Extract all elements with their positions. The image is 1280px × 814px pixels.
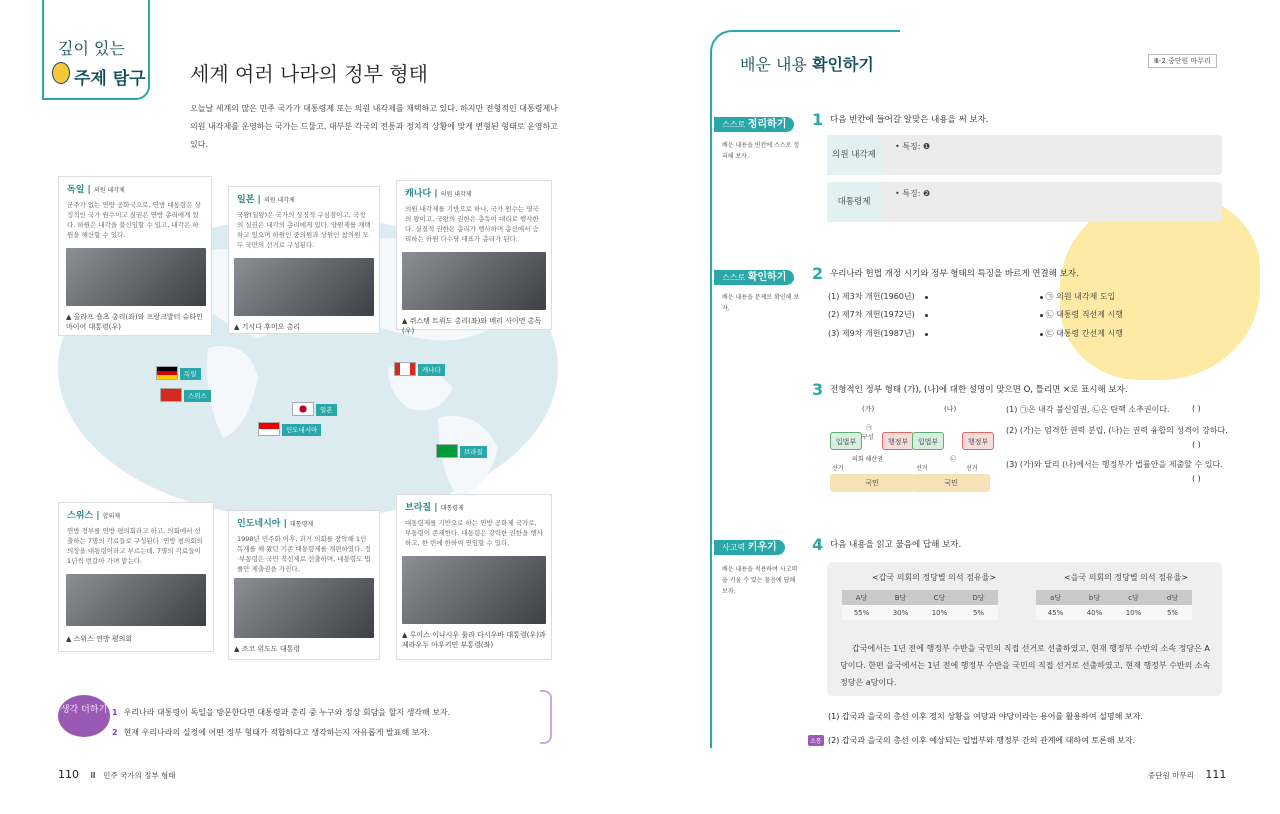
germany-text: 군주가 없는 연방 공화국으로, 연방 대통령은 상징적인 국가 원수이고 실권은 연방 총리에게 있다. 하원은 내각을 불신임할 수 있고, 내각은 하원을 해산할 수 있다. (67, 201, 201, 239)
q2-number: 2 (812, 264, 824, 283)
q4-sub-2: (2) 갑국과 을국의 총선 이후 예상되는 입법부와 행정부 간의 관계에 대하여 토론해 보자. (828, 736, 1136, 745)
section-footer-label: 중단원 마무리 (1148, 771, 1194, 780)
intro-paragraph: 오늘날 세계의 많은 민주 국가가 대통령제 또는 의원 내각제를 채택하고 있다. 하지만 전형적인 대통령제나 의원 내각제를 운영하는 국가는 드물고, 대부분 각국의 전통과 정치적 상황에 맞게 변형된 형태로 운영하고 있다. (190, 104, 558, 149)
na-executive: 행정부 (962, 432, 994, 450)
unit-roman: Ⅲ (90, 771, 96, 780)
left-footer (58, 768, 176, 781)
germany-caption: ▲ 올라프 숄츠 총리(좌)와 프랑크발터 슈타인마이어 대통령(우) (66, 313, 203, 331)
q2-text: 우리나라 헌법 개정 시기와 정부 형태의 특징을 바르게 연결해 보자. (830, 269, 1079, 279)
q3-answer-1[interactable]: ( ) (1192, 404, 1201, 413)
q3-answer-2[interactable]: ( ) (1192, 440, 1201, 449)
switzerland-flag-icon (160, 388, 182, 402)
switzerland-name: 스위스 (67, 511, 94, 521)
japan-card: 일본 | 의원 내각제 국왕(일왕)은 국가의 상징적 구심점이고, 국정의 실권은 내각의 총리에게 있다. 양원제를 채택하고 있으며 하원인 중의원과 상원인 참의원 모두 국민의 선거로 구성된다. (228, 186, 380, 334)
right-footer (1148, 768, 1226, 781)
brazil-type: 대통령제 (440, 505, 464, 512)
canada-flag-icon (394, 362, 416, 376)
na-elect-label-2: 선거 (966, 465, 978, 472)
brazil-name: 브라질 (405, 503, 432, 513)
q3-item-1: (1) ㉠은 내각 불신임권, ㉡은 탄핵 소추권이다. (1006, 405, 1170, 414)
note-self-check: 배운 내용을 문제로 확인해 보자. (722, 294, 800, 312)
q4-text: 다음 내용을 읽고 물음에 답해 보자. (830, 540, 962, 550)
q1-row-1-label: 의원 내각제 (827, 135, 881, 175)
japan-flag-icon (292, 402, 314, 416)
pill-thinking: 사고력 키우기 (714, 540, 785, 555)
map-label-germany: 독일 (180, 368, 201, 380)
q2-left-3: (3) 제9차 개헌(1987년) (828, 328, 928, 339)
think-more-list (112, 703, 450, 743)
japan-name: 일본 (237, 195, 255, 205)
left-rule (710, 78, 712, 748)
q1-row-2 (827, 182, 1222, 222)
germany-type: 의원 내각제 (93, 187, 125, 194)
q3-answer-3[interactable]: ( ) (1192, 474, 1201, 483)
na-legislature: 입법부 (912, 432, 944, 450)
chapter-title: 민주 국가의 정부 형태 (103, 771, 176, 780)
japan-photo (234, 258, 374, 316)
lightbulb-icon (52, 62, 70, 84)
q2-left-2: (2) 제7차 개헌(1972년) (828, 309, 928, 320)
indonesia-card: 인도네시아 | 대통령제 1998년 민주화 이후, 과거 의회를 장악해 1인 독재를 해 왔던 기존 대통령제를 개편하였다. 정·부통령은 국민 직선제로 선출하며, 대통령도 법률안 제출권을 가진다. (228, 510, 380, 660)
tab-label-top: 깊이 있는 (58, 39, 125, 58)
q1-row-2-label: 대통령제 (827, 182, 881, 222)
q4-sub-1: (1) 갑국과 을국의 총선 이후 정치 상황을 여당과 야당이라는 용어를 활용하여 설명해 보자. (828, 712, 1143, 721)
germany-name: 독일 (67, 185, 85, 195)
ga-circle-1: ㉠ (866, 425, 873, 432)
ga-executive: 행정부 (882, 432, 914, 450)
q3-text: 전형적인 정부 형태 (가), (나)에 대한 설명이 맞으면 O, 틀리면 ×로 표시해 보자. (830, 385, 1128, 395)
ga-elect-label: 선거 (832, 465, 844, 472)
bracket-decoration (540, 690, 552, 744)
right-page-number: 111 (1205, 768, 1227, 781)
q4-number: 4 (812, 535, 824, 554)
review-title: 배운 내용 확인하기 (740, 55, 874, 74)
q3-item-3: (3) (가)와 달리 (나)에서는 행정부가 법률안을 제출할 수 있다. (1006, 460, 1223, 469)
switzerland-photo (66, 574, 206, 626)
diagram-label-ga: (가) (862, 405, 875, 413)
q1-number: 1 (812, 110, 824, 129)
brazil-text: 대통령제를 기반으로 하는 연방 공화제 국가로, 부통령이 존재한다. 대통령은 강력한 권한을 행사하고, 한 번에 한하여 연임할 수 있다. (405, 519, 543, 547)
unit-tag: Ⅲ-2 중단원 마무리 (1148, 54, 1217, 68)
brazil-photo (402, 556, 546, 624)
brazil-caption: ▲ 루이스 이나시우 룰라 다시우바 대통령(우)과 제라우두 아우키민 부통령(좌) (402, 631, 546, 649)
map-label-indonesia: 인도네시아 (282, 424, 321, 436)
q2-left-1: (1) 제3차 개헌(1960년) (828, 291, 928, 302)
think-more-badge: 생각 더하기 (58, 695, 110, 737)
japan-type: 의원 내각제 (263, 197, 295, 204)
na-people: 국민 (912, 474, 990, 492)
page-title: 세계 여러 나라의 정부 형태 (190, 62, 428, 86)
map-label-switzerland: 스위스 (184, 390, 211, 402)
germany-flag-icon (156, 366, 178, 380)
brazil-card: 브라질 | 대통령제 대통령제를 기반으로 하는 연방 공화제 국가로, 부통령이 존재한다. 대통령은 강력한 권한을 행사하고, 한 번에 한하여 연임할 수 있다. (396, 494, 552, 660)
q1-row-1 (827, 135, 1222, 175)
na-circle-2: ㉡ (950, 456, 957, 463)
brazil-flag-icon (436, 444, 458, 458)
table-b: a당 b당 c당 d당 45% 40% 10% 5% (1036, 590, 1192, 620)
ga-dissolve-label: 의회 해산권 (852, 456, 883, 463)
switzerland-card: 스위스 | 합의제 연방 정부를 연방 평의회라고 하고, 의회에서 선출하는 7명의 각료들로 구성된다. 연방 평의회의 의장을 대통령이라고 부르는데, 7명의 각료들이 1년씩 번갈아 가며 맡는다. (58, 502, 214, 652)
indonesia-photo (234, 578, 374, 638)
indonesia-name: 인도네시아 (237, 519, 281, 529)
germany-photo (66, 248, 206, 306)
map-label-japan: 일본 (316, 404, 337, 416)
q3-number: 3 (812, 380, 824, 399)
na-elect-label-1: 선거 (916, 465, 928, 472)
q1-text: 다음 빈칸에 들어갈 알맞은 내용을 써 보자. (830, 115, 989, 125)
indonesia-type: 대통령제 (290, 521, 314, 528)
canada-card: 캐나다 | 의원 내각제 의원 내각제를 기반으로 하나, 국가 원수는 영국의 왕이고, 국왕의 권한은 총독이 대리로 행사한다. 실질적 권한은 총리가 행사하며 총선에서 승리하는 하원 다수당 대표가 총리가 된다. (396, 180, 552, 330)
map-label-brazil: 브라질 (460, 446, 487, 458)
canada-photo (402, 252, 546, 310)
ga-people: 국민 (830, 474, 914, 492)
q3-item-2: (2) (가)는 엄격한 권력 분립, (나)는 권력 융합의 성격이 강하다. (1006, 426, 1228, 435)
table-a: A당 B당 C당 D당 55% 30% 10% 5% (842, 590, 998, 620)
japan-caption: ▲ 기시다 후미오 총리 (234, 323, 301, 331)
germany-card: 독일 | 의원 내각제 군주가 없는 연방 공화국으로, 연방 대통령은 상징적인 국가 원수이고 실권은 연방 총리에게 있다. 하원은 내각을 불신임할 수 있고, 내각은 하원을 해산할 수 있다. (58, 176, 212, 336)
think-item-1: 1 우리나라 대통령이 독일을 방문한다면 대통령과 총리 중 누구와 정상 회담을 할지 생각해 보자. (112, 708, 451, 717)
q2-right-2: ㉡ 대통령 직선제 시행 (1040, 309, 1123, 320)
canada-name: 캐나다 (405, 189, 432, 199)
section-tab (42, 0, 150, 100)
ga-legislature: 입법부 (830, 432, 862, 450)
table-b-title: <을국 의회의 정당별 의석 점유율> (1064, 573, 1189, 582)
q4-paragraph: 갑국에서는 1년 전에 행정부 수반을 국민의 직접 선거로 선출하였고, 현재 행정부 수반의 소속 정당은 A당이다. 한편 을국에서는 1년 전에 행정부 수반을 국민의 직접 선거로 선출하였고, 현재 행정부 수반의 소속 정당은 a당이다. (840, 644, 1211, 687)
table-a-title: <갑국 의회의 정당별 의석 점유율> (872, 573, 997, 582)
q1-row-1-feature: • 특징: ❶ (895, 142, 931, 151)
q2-right-1: ㉠ 의원 내각제 도입 (1040, 291, 1115, 302)
q2-right-3: ㉢ 대통령 간선제 시행 (1040, 328, 1123, 339)
canada-text: 의원 내각제를 기반으로 하나, 국가 원수는 영국의 왕이고, 국왕의 권한은 총독이 대리로 행사한다. 실질적 권한은 총리가 행사하며 총선에서 승리하는 하원 다수당 대표가 총리가 된다. (405, 205, 539, 243)
tab-label-bottom: 주제 탐구 (74, 69, 146, 89)
indonesia-text: 1998년 민주화 이후, 과거 의회를 장악해 1인 독재를 해 왔던 기존 대통령제를 개편하였다. 정·부통령은 국민 직선제로 선출하며, 대통령도 법률안 제출권을 가진다. (237, 535, 371, 573)
switzerland-text: 연방 정부를 연방 평의회라고 하고, 의회에서 선출하는 7명의 각료들로 구성된다. 연방 평의회의 의장을 대통령이라고 부르는데, 7명의 각료들이 1년씩 번갈아 가며 맡는다. (67, 527, 203, 565)
think-item-2: 2 현재 우리나라의 실정에 어떤 정부 형태가 적합하다고 생각하는지 자유롭게 발표해 보자. (112, 728, 430, 737)
q1-row-2-feature: • 특징: ❷ (895, 189, 931, 198)
switzerland-type: 합의제 (102, 513, 121, 520)
yellow-decoration (1060, 195, 1260, 380)
left-page-number: 110 (58, 768, 79, 781)
indonesia-caption: ▲ 조코 위도도 대통령 (234, 645, 301, 653)
canada-caption: ▲ 쥐스탱 트뤼도 총리(좌)와 메리 사이먼 총독(우) (402, 317, 542, 335)
pill-self-check: 스스로 확인하기 (714, 270, 794, 285)
canada-type: 의원 내각제 (440, 191, 472, 198)
pill-self-summary: 스스로 정리하기 (714, 117, 794, 132)
note-self-summary: 배운 내용을 빈칸에 스스로 정리해 보자. (722, 142, 800, 160)
diagram-label-na: (나) (944, 405, 957, 413)
japan-text: 국왕(일왕)은 국가의 상징적 구심점이고, 국정의 실권은 내각의 총리에게 있다. 양원제를 채택하고 있으며 하원인 중의원과 상원인 참의원 모두 국민의 선거로 구성된다. (237, 211, 371, 249)
communication-tag: 소통 (808, 735, 824, 746)
map-label-canada: 캐나다 (418, 364, 445, 376)
indonesia-flag-icon (258, 422, 280, 436)
switzerland-caption: ▲ 스위스 연방 평의회 (66, 635, 133, 643)
note-thinking: 배운 내용을 적용하여 사고력을 키울 수 있는 물음에 답해 보자. (722, 566, 798, 595)
ga-compose-label: 구성 (862, 434, 874, 441)
